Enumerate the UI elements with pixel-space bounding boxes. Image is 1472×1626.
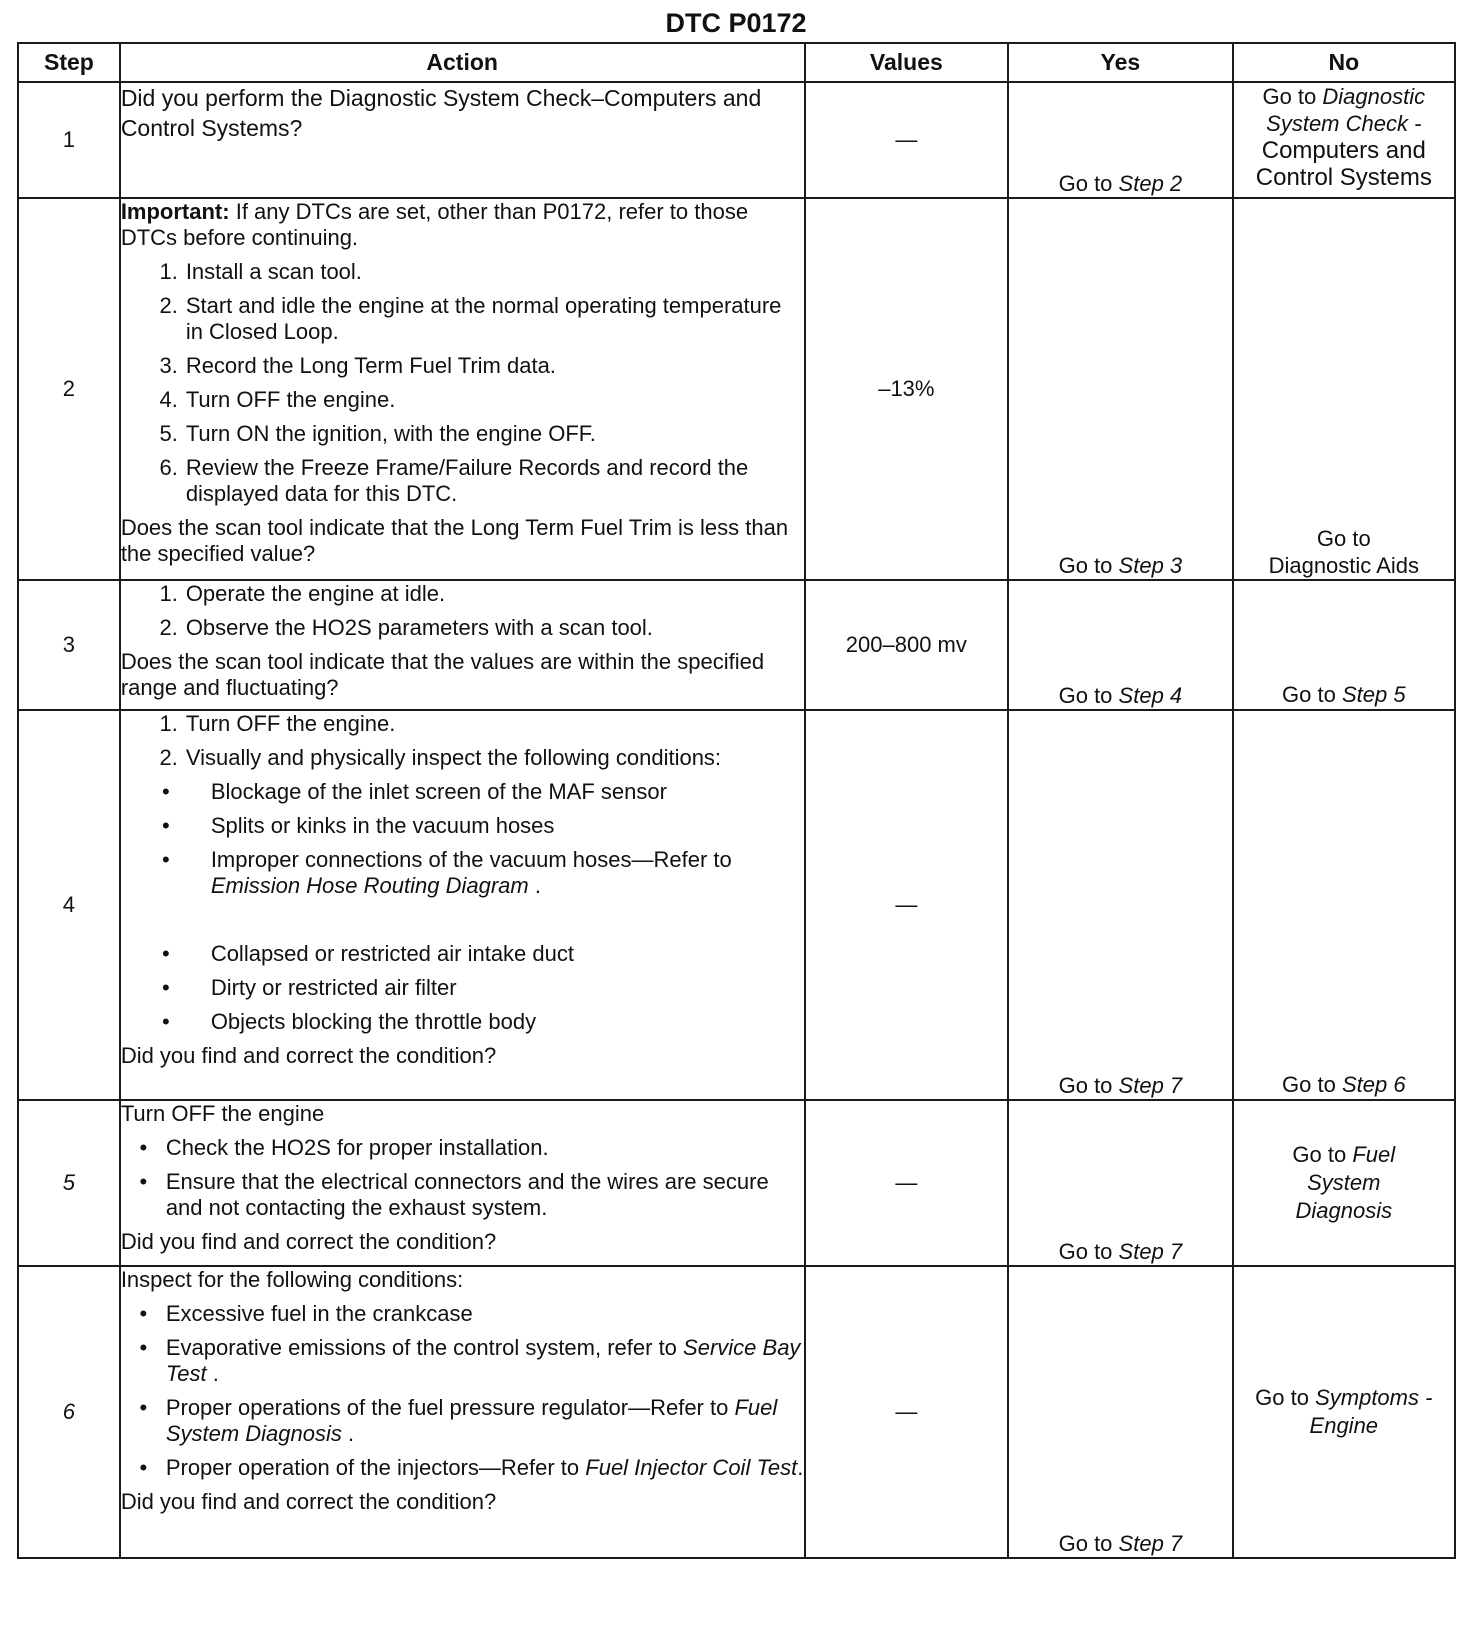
no-prefix: Go to	[1255, 1385, 1309, 1410]
yes-prefix: Go to	[1058, 553, 1113, 578]
table-row	[18, 198, 1455, 580]
list-item: • Splits or kinks in the vacuum hoses	[161, 813, 555, 838]
yes-prefix: Go to	[1058, 1239, 1113, 1264]
important-note	[121, 199, 804, 251]
table-row	[18, 1100, 1455, 1266]
no-link[interactable]: Symptoms - Engine	[1309, 1385, 1433, 1438]
action-cell	[120, 198, 805, 580]
list-item: 2. Visually and physically inspect the following conditions:	[159, 745, 722, 770]
yes-cell	[1008, 580, 1232, 710]
yes-prefix: Go to	[1058, 1531, 1113, 1556]
action-question: Did you find and correct the condition?	[120, 1489, 497, 1514]
header-action: Action	[120, 43, 805, 82]
step-number: 2	[18, 198, 120, 580]
action-cell	[120, 1100, 805, 1266]
action-question: Did you perform the Diagnostic System Check–Computers and Control Systems?	[120, 85, 762, 141]
value-cell: —	[805, 1266, 1009, 1558]
important-label: Important:	[120, 199, 230, 224]
action-question: Does the scan tool indicate that the Long Term Fuel Trim is less than the specified value?	[120, 515, 789, 566]
yes-link[interactable]: Step 7	[1118, 1073, 1183, 1098]
list-item: • Ensure that the electrical connectors and the wires are secure and not contacting the exhaust system.	[139, 1169, 769, 1220]
no-link[interactable]: Diagnostic System Check -	[1266, 84, 1426, 136]
dtc-table	[17, 42, 1456, 1559]
service-bay-test-link[interactable]: Service Bay Test	[165, 1335, 801, 1386]
value-cell: —	[805, 82, 1009, 198]
list-item: 6. Review the Freeze Frame/Failure Records and record the displayed data for this DTC.	[159, 455, 749, 506]
value-cell: —	[805, 1100, 1009, 1266]
no-extra: Computers and Control Systems	[1255, 137, 1432, 191]
yes-prefix: Go to	[1058, 683, 1113, 708]
page-title: DTC P0172	[665, 8, 807, 38]
yes-cell	[1008, 710, 1232, 1100]
step-number: 6	[18, 1266, 120, 1558]
yes-link[interactable]: Step 3	[1118, 553, 1183, 578]
step-number: 5	[18, 1100, 120, 1266]
no-cell	[1233, 1100, 1455, 1266]
step-number: 1	[18, 82, 120, 198]
header-no: No	[1233, 43, 1455, 82]
yes-link[interactable]: Step 7	[1118, 1239, 1183, 1264]
yes-cell	[1008, 198, 1232, 580]
action-intro: Inspect for the following conditions:	[120, 1267, 464, 1292]
yes-prefix: Go to	[1058, 171, 1113, 196]
list-item: 3. Record the Long Term Fuel Trim data.	[159, 353, 556, 378]
yes-link[interactable]: Step 2	[1118, 171, 1183, 196]
action-intro: Turn OFF the engine	[120, 1101, 325, 1126]
header-row	[18, 43, 1455, 82]
no-cell	[1233, 198, 1455, 580]
list-item: • Check the HO2S for proper installation.	[139, 1135, 549, 1160]
step-number: 4	[18, 710, 120, 1100]
bullet-ref-text: Improper connections of the vacuum hoses—Refer to	[210, 847, 732, 872]
list-item: • Proper operations of the fuel pressure regulator—Refer to Fuel System Diagnosis .	[139, 1395, 778, 1446]
bullet-ref-text: Proper operations of the fuel pressure regulator—Refer to	[165, 1395, 729, 1420]
no-cell	[1233, 580, 1455, 710]
action-question: Did you find and correct the condition?	[120, 1229, 497, 1254]
yes-cell	[1008, 82, 1232, 198]
bullet-ref-text: Evaporative emissions of the control system, refer to	[165, 1335, 677, 1360]
bullet-ref-text: Proper operation of the injectors—Refer to	[165, 1455, 580, 1480]
list-item: • Proper operation of the injectors—Refer to Fuel Injector Coil Test.	[139, 1455, 804, 1480]
table-row	[18, 580, 1455, 710]
fuel-injector-coil-test-link[interactable]: Fuel Injector Coil Test	[585, 1455, 798, 1480]
header-yes: Yes	[1008, 43, 1232, 82]
action-question: Does the scan tool indicate that the values are within the specified range and fluctuating?	[120, 649, 765, 700]
list-item: 1. Operate the engine at idle.	[159, 581, 446, 606]
table-row	[18, 82, 1455, 198]
no-prefix: Go to	[1282, 682, 1336, 707]
action-cell	[120, 82, 805, 198]
yes-cell	[1008, 1100, 1232, 1266]
action-cell	[120, 710, 805, 1100]
list-item: 1. Install a scan tool.	[159, 259, 362, 284]
list-item: 5. Turn ON the ignition, with the engine OFF.	[159, 421, 596, 446]
action-cell	[120, 580, 805, 710]
no-prefix: Go to	[1292, 1142, 1347, 1167]
yes-prefix: Go to	[1058, 1073, 1113, 1098]
no-line-1: Go to	[1316, 526, 1371, 551]
yes-link[interactable]: Step 4	[1118, 683, 1183, 708]
list-item: 2. Observe the HO2S parameters with a scan tool.	[159, 615, 653, 640]
no-link[interactable]: Step 6	[1341, 1072, 1406, 1097]
table-row	[18, 1266, 1455, 1558]
yes-cell	[1008, 1266, 1232, 1558]
list-item: • Excessive fuel in the crankcase	[139, 1301, 473, 1326]
header-step: Step	[18, 43, 120, 82]
list-item: • Improper connections of the vacuum hoses—Refer to Emission Hose Routing Diagram .	[161, 847, 732, 898]
list-item: 2. Start and idle the engine at the normal operating temperature in Closed Loop.	[159, 293, 782, 344]
list-item: • Dirty or restricted air filter	[161, 975, 457, 1000]
header-values: Values	[805, 43, 1009, 82]
step-number: 3	[18, 580, 120, 710]
no-link[interactable]: Fuel System Diagnosis	[1295, 1142, 1396, 1223]
list-item: • Blockage of the inlet screen of the MAF sensor	[161, 779, 667, 804]
fuel-system-diagnosis-link[interactable]: Fuel System Diagnosis	[165, 1395, 778, 1446]
list-item: 4. Turn OFF the engine.	[159, 387, 396, 412]
list-item: • Objects blocking the throttle body	[161, 1009, 537, 1034]
list-item: 1. Turn OFF the engine.	[159, 711, 396, 736]
list-item: • Collapsed or restricted air intake duct	[161, 941, 574, 966]
no-prefix: Go to	[1282, 1072, 1336, 1097]
list-item: • Evaporative emissions of the control system, refer to Service Bay Test .	[139, 1335, 801, 1386]
table-row	[18, 710, 1455, 1100]
action-question: Did you find and correct the condition?	[120, 1043, 497, 1068]
no-prefix: Go to	[1262, 84, 1317, 109]
no-cell	[1233, 82, 1455, 198]
emission-hose-routing-link[interactable]: Emission Hose Routing Diagram	[210, 873, 529, 898]
no-cell	[1233, 710, 1455, 1100]
no-line-2[interactable]: Diagnostic Aids	[1268, 553, 1419, 578]
value-cell: 200–800 mv	[805, 580, 1009, 710]
value-cell: —	[805, 710, 1009, 1100]
action-cell	[120, 1266, 805, 1558]
value-cell: –13%	[805, 198, 1009, 580]
no-link[interactable]: Step 5	[1341, 682, 1406, 707]
important-text: If any DTCs are set, other than P0172, refer to those DTCs before continuing.	[120, 199, 749, 250]
no-cell	[1233, 1266, 1455, 1558]
yes-link[interactable]: Step 7	[1118, 1531, 1183, 1556]
